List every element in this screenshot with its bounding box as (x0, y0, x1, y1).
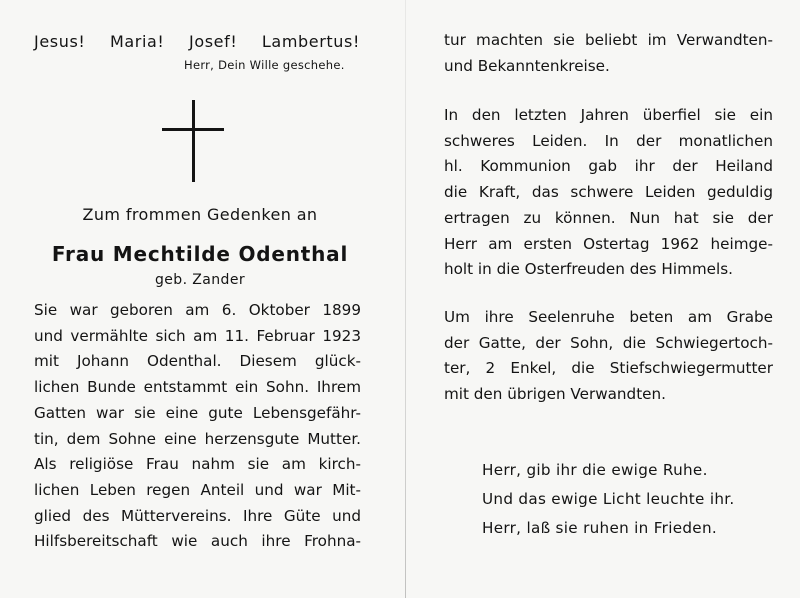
text-line: Sie war geboren am 6. Oktober 1899 (34, 301, 361, 319)
cross-horizontal-bar (162, 128, 224, 131)
text-line: und vermählte sich am 11. Februar 1923 (34, 326, 361, 345)
text-line: hl. Kommunion gab ihr der Heiland (444, 157, 773, 176)
prayer-line: Herr, gib ihr die ewige Ruhe. (482, 461, 708, 479)
text-line: Als religiöse Frau nahm sie am kirch- (34, 455, 361, 474)
text-line: holt in die Osterfreuden des Himmels. (444, 260, 733, 279)
memorial-intro: Zum frommen Gedenken an (82, 205, 318, 224)
text-line: Um ihre Seelenruhe beten am Grabe (444, 308, 773, 326)
invocation-name: Maria! (109, 32, 165, 51)
text-line: Hilfsbereitschaft wie auch ihre Frohna- (34, 532, 361, 551)
mourners-paragraph (444, 305, 773, 408)
text-line: ertragen zu können. Nun hat sie der (444, 208, 773, 227)
illness-paragraph (444, 103, 773, 283)
deceased-name: Frau Mechtilde Odenthal (51, 242, 349, 266)
biography-paragraph (34, 298, 361, 555)
text-line: Herr am ersten Ostertag 1962 heimge- (444, 234, 773, 253)
text-line: der Gatte, der Sohn, die Schwiegertoch- (444, 333, 773, 352)
text-line: Gatten war sie eine gute Lebensgefähr- (34, 403, 361, 422)
text-line: schweres Leiden. In der monatlichen (444, 131, 773, 150)
text-line: und Bekanntenkreise. (444, 56, 610, 75)
cross-vertical-bar (192, 100, 195, 182)
motto: Herr, Dein Wille geschehe. (184, 58, 345, 72)
latin-cross-icon (162, 100, 224, 182)
text-line: mit Johann Odenthal. Diesem glück- (34, 352, 361, 371)
text-line: tur machten sie beliebt im Verwandten- (444, 31, 773, 49)
text-line: glied des Müttervereins. Ihre Güte und (34, 506, 361, 525)
text-line: die Kraft, das schwere Leiden geduldig (444, 183, 773, 202)
continuation-paragraph (444, 28, 773, 79)
invocation-name: Jesus! (34, 32, 86, 51)
maiden-name: geb. Zander (155, 272, 245, 288)
text-line: In den letzten Jahren überfiel sie ein (444, 106, 773, 124)
text-line: mit den übrigen Verwandten. (444, 385, 666, 404)
text-line: lichen Leben regen Anteil und war Mit- (34, 480, 361, 499)
text-line: ter, 2 Enkel, die Stiefschwiegermutter (444, 359, 773, 378)
card-fold-line (405, 0, 406, 598)
invocation-name: Lambertus! (261, 32, 360, 51)
text-line: lichen Bunde entstammt ein Sohn. Ihrem (34, 378, 361, 397)
invocation-name: Josef! (189, 32, 238, 51)
text-line: tin, dem Sohne eine herzensgute Mutter. (34, 429, 361, 448)
invocation-names (34, 32, 360, 51)
prayer-line: Und das ewige Licht leuchte ihr. (482, 490, 735, 508)
closing-prayer (482, 456, 735, 543)
prayer-line: Herr, laß sie ruhen in Frieden. (482, 519, 718, 537)
